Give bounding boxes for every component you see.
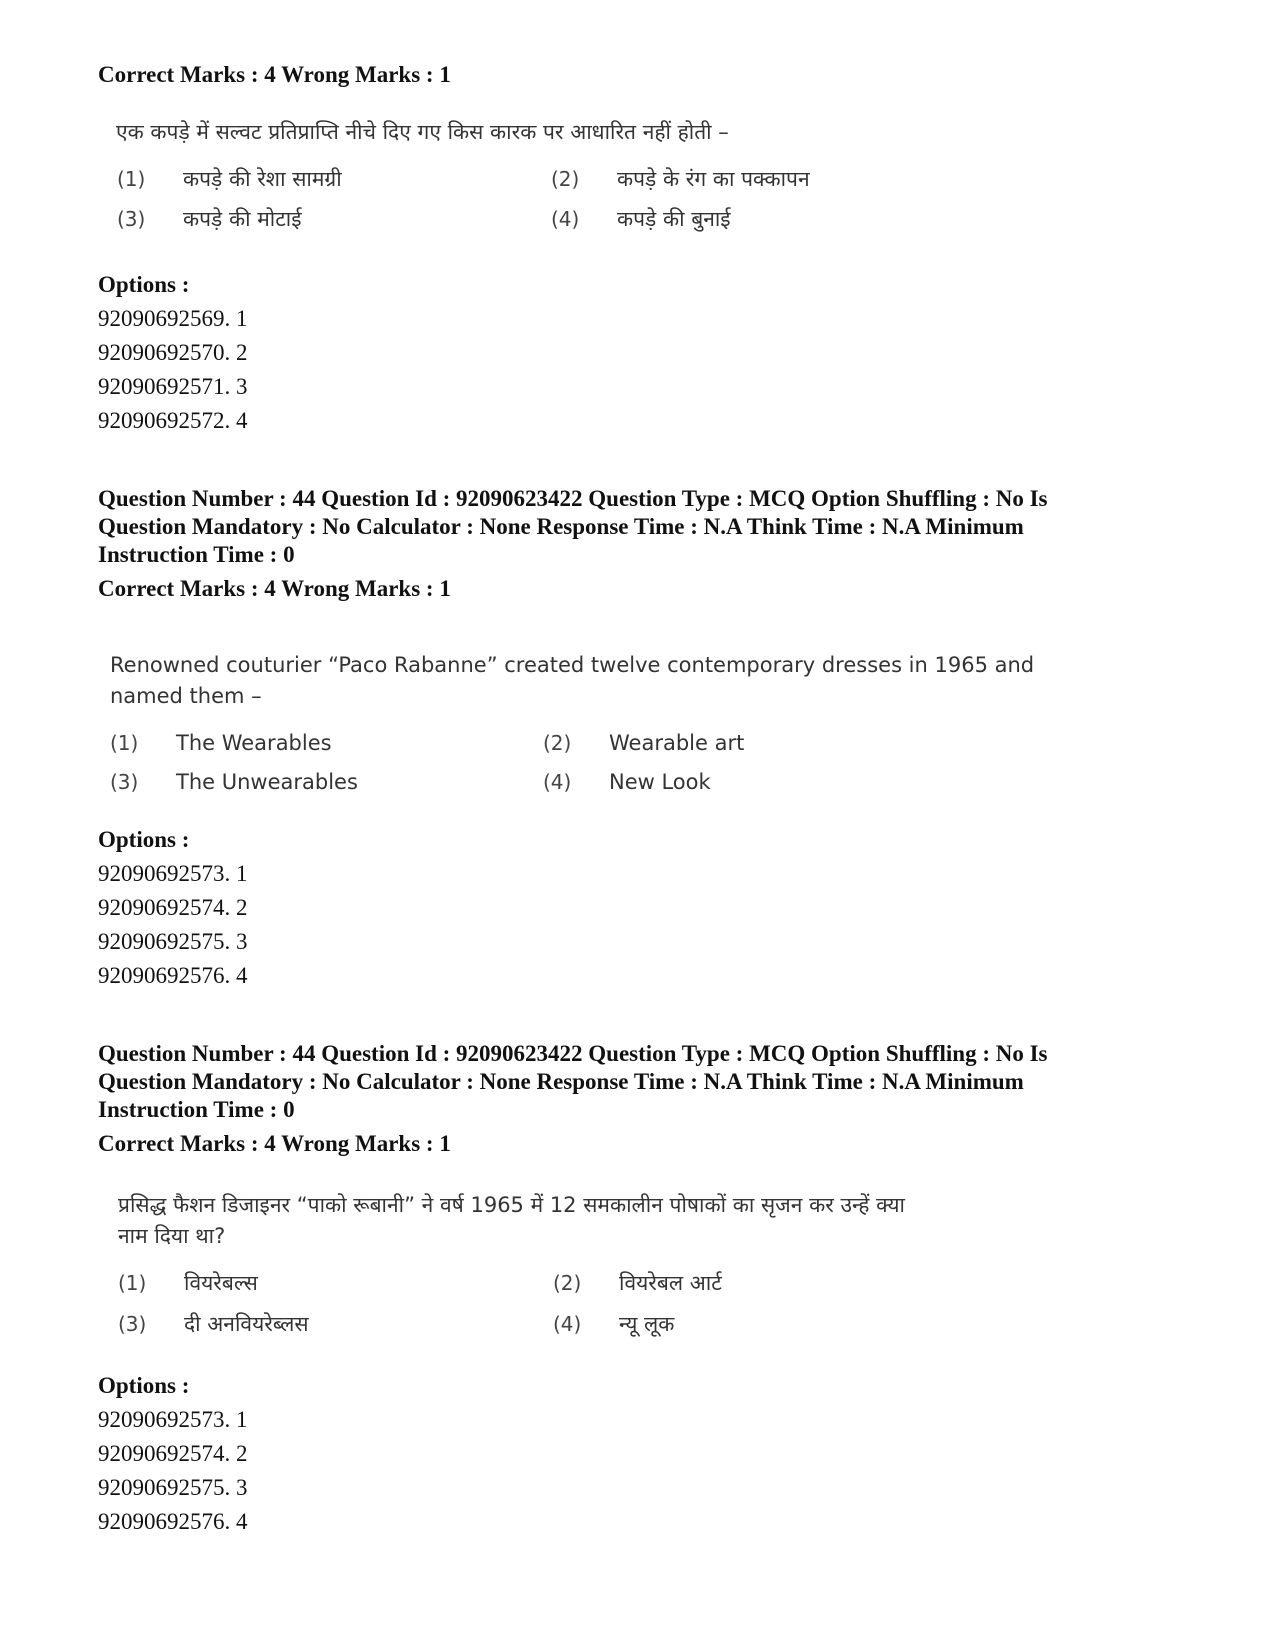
options-label: Options : xyxy=(98,272,190,297)
question-text: नाम दिया था? xyxy=(118,1224,226,1248)
options-label: Options : xyxy=(98,827,190,852)
question-header-line: Question Number : 44 Question Id : 92090623422 Question Type : MCQ Option Shuffling : No Is xyxy=(98,486,1048,511)
choice-4 xyxy=(551,205,731,233)
option-item: 92090692574. 2 xyxy=(98,1441,248,1466)
option-item: 92090692575. 3 xyxy=(98,1475,248,1500)
option-item: 92090692569. 1 xyxy=(98,306,248,331)
choice-2 xyxy=(553,1269,722,1297)
choice-4 xyxy=(553,1310,674,1338)
option-item: 92090692570. 2 xyxy=(98,340,248,365)
option-item: 92090692575. 3 xyxy=(98,929,248,954)
option-item: 92090692573. 1 xyxy=(98,1407,248,1432)
choice-number: (2) xyxy=(543,731,572,755)
choice-text: कपड़े के रंग का पक्कापन xyxy=(617,167,810,191)
choice-text: कपड़े की रेशा सामग्री xyxy=(183,167,342,191)
option-item: 92090692572. 4 xyxy=(98,408,248,433)
options-label: Options : xyxy=(98,1373,190,1398)
question-text: Renowned couturier “Paco Rabanne” created twelve contemporary dresses in 1965 and xyxy=(110,653,1035,677)
choice-text: Wearable art xyxy=(609,731,745,755)
choice-number: (1) xyxy=(117,167,146,191)
choice-1 xyxy=(118,1269,258,1297)
choice-4 xyxy=(543,768,711,796)
choice-number: (2) xyxy=(553,1271,582,1295)
question-text: named them – xyxy=(110,684,262,708)
question-text: एक कपड़े में सल्वट प्रतिप्राप्ति नीचे दिए गए किस कारक पर आधारित नहीं होती – xyxy=(116,120,729,144)
choice-text: The Wearables xyxy=(176,731,332,755)
choice-number: (4) xyxy=(553,1312,582,1336)
option-item: 92090692574. 2 xyxy=(98,895,248,920)
option-item: 92090692571. 3 xyxy=(98,374,248,399)
choice-number: (4) xyxy=(551,207,580,231)
option-item: 92090692576. 4 xyxy=(98,1509,248,1534)
option-item: 92090692576. 4 xyxy=(98,963,248,988)
question-text: प्रसिद्ध फैशन डिजाइनर “पाको रूबानी” ने वर्ष 1965 में 12 समकालीन पोषाकों का सृजन कर उन्हें क्या xyxy=(118,1193,905,1217)
choice-text: कपड़े की बुनाई xyxy=(617,207,731,231)
marks-line: Correct Marks : 4 Wrong Marks : 1 xyxy=(98,576,451,601)
option-item: 92090692573. 1 xyxy=(98,861,248,886)
question-header-line: Question Number : 44 Question Id : 92090623422 Question Type : MCQ Option Shuffling : No Is xyxy=(98,1041,1048,1066)
choice-3 xyxy=(110,768,358,796)
choice-text: न्यू लूक xyxy=(619,1312,675,1336)
choice-2 xyxy=(543,729,744,757)
choice-number: (2) xyxy=(551,167,580,191)
choice-text: New Look xyxy=(609,770,711,794)
choice-number: (1) xyxy=(118,1271,147,1295)
choice-2 xyxy=(551,165,810,193)
marks-line: Correct Marks : 4 Wrong Marks : 1 xyxy=(98,62,451,87)
choice-number: (3) xyxy=(110,770,139,794)
choice-number: (3) xyxy=(118,1312,147,1336)
choice-number: (3) xyxy=(117,207,146,231)
question-header-line: Instruction Time : 0 xyxy=(98,542,295,567)
choice-text: दी अनवियरेब्लस xyxy=(184,1312,309,1336)
choice-text: The Unwearables xyxy=(176,770,358,794)
choice-text: वियरेबल्स xyxy=(184,1271,258,1295)
choice-number: (1) xyxy=(110,731,139,755)
marks-line: Correct Marks : 4 Wrong Marks : 1 xyxy=(98,1131,451,1156)
choice-1 xyxy=(117,165,342,193)
choice-text: कपड़े की मोटाई xyxy=(183,207,302,231)
question-header-line: Instruction Time : 0 xyxy=(98,1097,295,1122)
choice-number: (4) xyxy=(543,770,572,794)
question-header-line: Question Mandatory : No Calculator : None Response Time : N.A Think Time : N.A Minimum xyxy=(98,514,1024,539)
choice-3 xyxy=(118,1310,309,1338)
choice-1 xyxy=(110,729,332,757)
question-header-line: Question Mandatory : No Calculator : None Response Time : N.A Think Time : N.A Minimum xyxy=(98,1069,1024,1094)
choice-text: वियरेबल आर्ट xyxy=(619,1271,722,1295)
choice-3 xyxy=(117,205,302,233)
